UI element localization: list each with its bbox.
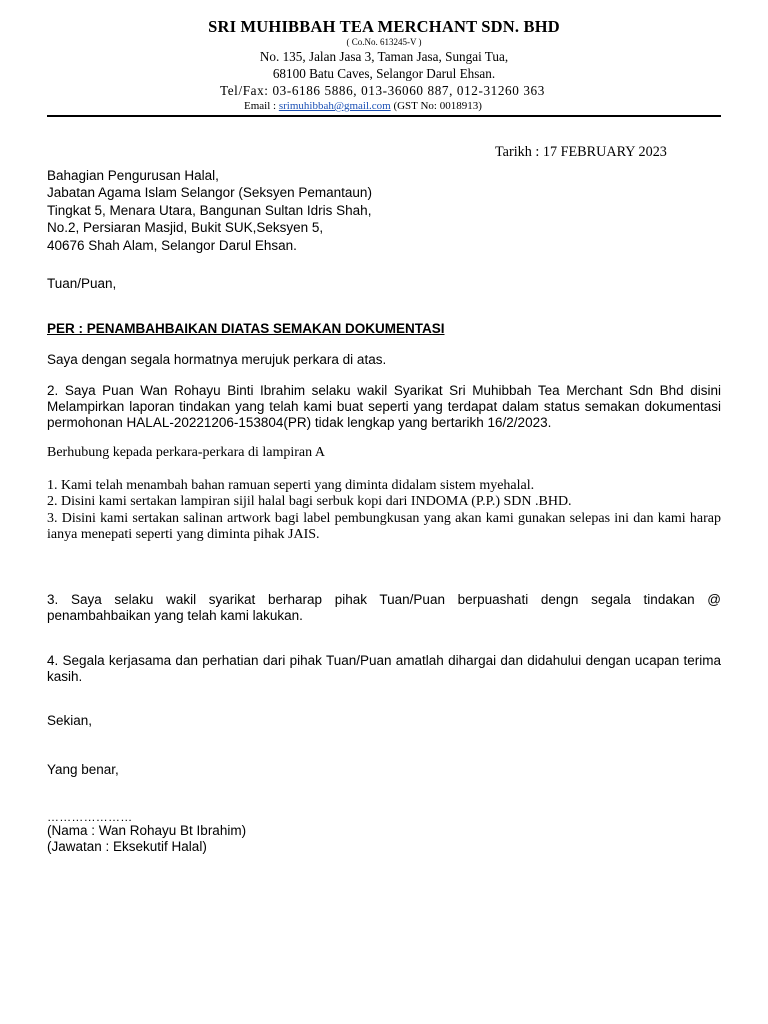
- company-phone: Tel/Fax: 03-6186 5886, 013-36060 887, 012-31260 363: [220, 83, 545, 98]
- recipient-line: Tingkat 5, Menara Utara, Bangunan Sultan Idris Shah,: [47, 202, 372, 218]
- recipient-line: 40676 Shah Alam, Selangor Darul Ehsan.: [47, 237, 297, 253]
- recipient-address: [47, 167, 372, 254]
- subject-text: PER : PENAMBAHBAIKAN DIATAS SEMAKAN DOKUMENTASI: [47, 321, 445, 336]
- list-item: 2. Disini kami sertakan lampiran sijil halal bagi serbuk kopi dari INDOMA (P.P.) SDN .BHD.: [47, 494, 572, 510]
- recipient-line: No.2, Persiaran Masjid, Bukit SUK,Seksyen 5,: [47, 220, 324, 236]
- paragraph-intro-attachment: Berhubung kepada perkara-perkara di lampiran A: [47, 445, 325, 460]
- list-item: 1. Kami telah menambah bahan ramuan seperti yang diminta didalam sistem myehalal.: [47, 478, 535, 493]
- paragraph-2: 2. Saya Puan Wan Rohayu Binti Ibrahim selaku wakil Syarikat Sri Muhibbah Tea Merchant Sdn Bhd disini Melampirkan laporan tindakan yang telah kami buat seperti yang terdapat dalam status semakan dokumentasi permohonan HALAL-20221206-153804(PR) tidak lengkap yang bertarikh 16/2/2023.: [47, 383, 721, 430]
- company-name: SRI MUHIBBAH TEA MERCHANT SDN. BHD: [208, 17, 560, 36]
- company-registration-number: ( Co.No. 613245-V ): [346, 37, 422, 47]
- letterhead-divider: [47, 115, 721, 117]
- company-address-line1: No. 135, Jalan Jasa 3, Taman Jasa, Sungai Tua,: [259, 49, 509, 64]
- recipient-line: Bahagian Pengurusan Halal,: [47, 168, 219, 183]
- email-link[interactable]: srimuhibbah@gmail.com: [278, 100, 391, 112]
- company-email-line: [244, 100, 482, 112]
- list-item: 3. Disini kami sertakan salinan artwork bagi label pembungkusan yang akan kami gunakan selepas ini dan kami harap ianya menepati seperti yang diminta pihak JAIS.: [47, 510, 721, 543]
- signatory-name: (Nama : Wan Rohayu Bt Ibrahim): [47, 823, 247, 838]
- valediction: Yang benar,: [47, 762, 119, 777]
- closing: Sekian,: [47, 713, 93, 728]
- paragraph-reference: Saya dengan segala hormatnya merujuk perkara di atas.: [47, 352, 387, 367]
- signatory-position: (Jawatan : Eksekutif Halal): [47, 839, 207, 854]
- action-items-list: [47, 478, 721, 544]
- gst-number: (GST No: 0018913): [390, 100, 482, 112]
- salutation: Tuan/Puan,: [47, 276, 117, 291]
- paragraph-3: 3. Saya selaku wakil syarikat berharap pihak Tuan/Puan berpuashati dengn segala tindakan @ penambahbaikan yang telah kami lakukan.: [47, 592, 721, 623]
- paragraph-4: 4. Segala kerjasama dan perhatian dari pihak Tuan/Puan amatlah dihargai dan didahului dengan ucapan terima kasih.: [47, 653, 721, 684]
- signature-line: …………………: [47, 810, 133, 824]
- letter-date: Tarikh : 17 FEBRUARY 2023: [495, 144, 667, 160]
- recipient-line: Jabatan Agama Islam Selangor (Seksyen Pemantaun): [47, 185, 372, 201]
- letter-subject: [47, 321, 721, 337]
- company-address-line2: 68100 Batu Caves, Selangor Darul Ehsan.: [272, 66, 496, 81]
- signature-block: [47, 823, 246, 855]
- email-label: Email :: [244, 100, 279, 112]
